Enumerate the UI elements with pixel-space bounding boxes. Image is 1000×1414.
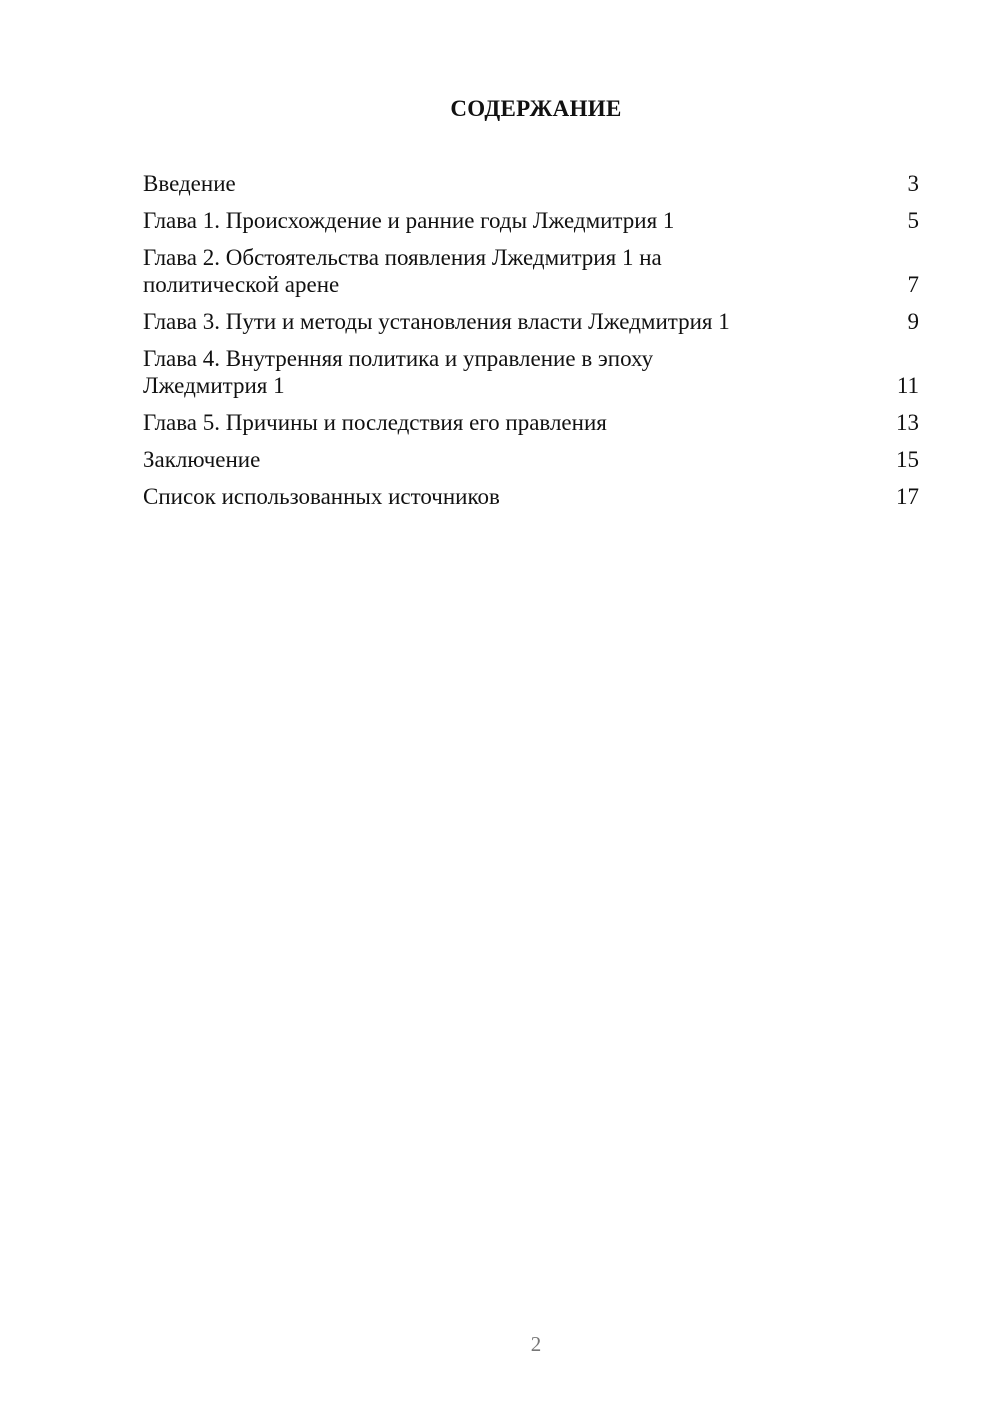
toc-heading: СОДЕРЖАНИЕ [450,96,622,121]
page-number: 2 [530,1332,542,1356]
toc-entry-chapter-3 [143,308,919,335]
toc-entry-page: 5 [907,208,919,233]
toc-entry-text: Введение [143,171,236,196]
toc-entry-text: Глава 3. Пути и методы установления власти Лжедмитрия 1 [143,309,730,334]
toc-entry-text: Глава 5. Причины и последствия его правления [143,410,607,435]
toc-entry-conclusion [143,446,919,473]
toc-entry-page: 13 [896,410,919,435]
toc-entry-introduction [143,170,919,197]
toc-entry-chapter-4 [143,345,919,399]
toc-entry-chapter-2 [143,244,919,298]
toc-entry-chapter-1 [143,207,919,234]
toc-entry-page: 17 [896,484,919,509]
toc-entry-text: Глава 2. Обстоятельства появления Лжедмитрия 1 на политической арене [143,245,662,297]
toc-entry-page: 11 [896,373,919,398]
toc-entry-text: Глава 4. Внутренняя политика и управление в эпоху Лжедмитрия 1 [143,346,654,398]
toc-entry-text: Заключение [143,447,261,472]
table-of-contents [143,170,919,520]
toc-entry-sources [143,483,919,510]
toc-entry-text: Глава 1. Происхождение и ранние годы Лжедмитрия 1 [143,208,675,233]
toc-entry-page: 3 [907,171,919,196]
toc-entry-page: 7 [907,272,919,297]
toc-entry-chapter-5 [143,409,919,436]
toc-entry-text: Список использованных источников [143,484,500,509]
toc-entry-page: 9 [907,309,919,334]
toc-entry-page: 15 [896,447,919,472]
